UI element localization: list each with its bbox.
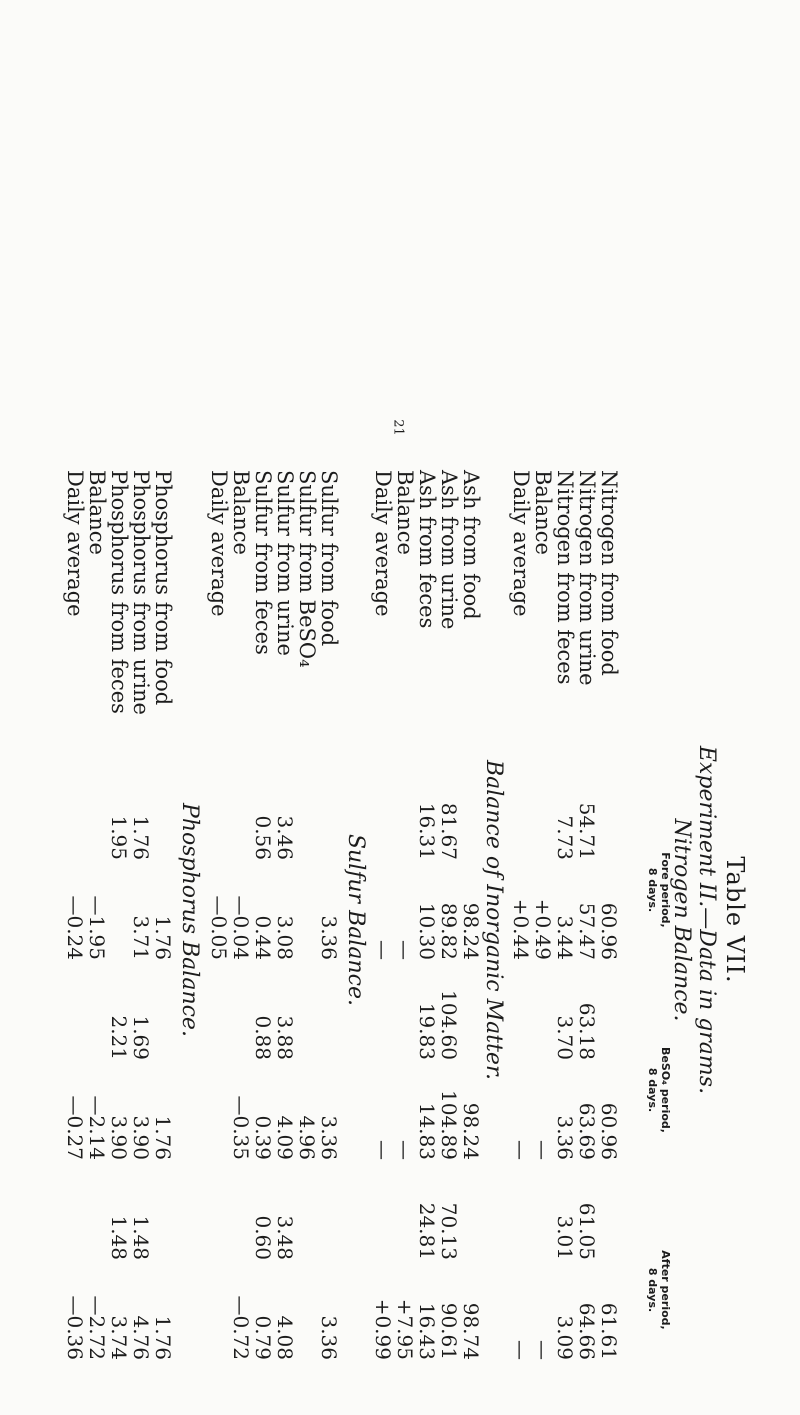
cell-value: 3.36 [317,1315,341,1360]
cell-value: +0.49 [531,898,555,960]
row-label: Sulfur from BeSO₄ [295,470,319,668]
cell-value: 61.05 [575,1202,599,1260]
cell-value: 60.96 [597,1102,621,1160]
column-header-fore: Fore period, 8 days. [646,852,672,928]
table-subtitle: Experiment II.—Data in grams. [694,745,719,1095]
row-label: Sulfur from feces [251,470,275,655]
cell-value: —2.14 [85,1095,109,1160]
row-label: Balance [85,470,109,555]
section-title: Nitrogen Balance. [669,818,694,1022]
cell-value: —0.72 [229,1295,253,1360]
table-row [86,470,108,1370]
cell-value: +7.95 [393,1298,417,1360]
cell-value: 0.44 [251,915,275,960]
row-label: Ash from food [459,470,483,620]
cell-value: 1.48 [107,1215,131,1260]
row-label: Nitrogen from feces [553,470,577,685]
row-label: Phosphorus from food [151,470,175,706]
cell-value: 1.48 [129,1215,153,1260]
cell-value: 0.88 [251,1015,275,1060]
cell-value: 4.96 [295,1115,319,1160]
cell-value: — [531,1140,555,1160]
table-row [208,470,230,1370]
column-header-after: After period, 8 days. [646,1250,672,1330]
cell-value: 3.01 [553,1215,577,1260]
row-label: Phosphorus from feces [107,470,131,714]
cell-value: 81.67 [437,802,461,860]
cell-value: — [509,1340,533,1360]
row-label: Balance [229,470,253,555]
table-row [510,470,532,1370]
cell-value: 3.71 [129,915,153,960]
cell-value: 4.09 [273,1115,297,1160]
cell-value: +0.99 [371,1298,395,1360]
table-title: Table VII. [721,856,749,984]
table-row [554,470,576,1370]
cell-value: 63.18 [575,1002,599,1060]
cell-value: 104.60 [437,990,461,1060]
cell-value: 104.89 [437,1090,461,1160]
cell-value: 98.24 [459,902,483,960]
table-row [532,470,554,1370]
cell-value: 3.09 [553,1315,577,1360]
table-row [460,470,482,1370]
cell-value: 10.30 [415,902,439,960]
cell-value: 60.96 [597,902,621,960]
cell-value: — [509,1140,533,1160]
table-row [318,470,340,1370]
cell-value: 1.76 [151,1315,175,1360]
cell-value: —0.04 [229,895,253,960]
cell-value: 1.69 [129,1015,153,1060]
row-label: Balance [531,470,555,555]
row-label: Ash from feces [415,470,439,629]
row-label: Daily average [207,470,231,617]
cell-value: 70.13 [437,1202,461,1260]
section-title: Phosphorus Balance. [177,803,202,1037]
cell-value: 16.43 [415,1302,439,1360]
cell-value: — [531,1340,555,1360]
cell-value: 98.24 [459,1102,483,1160]
table-row [152,470,174,1370]
cell-value: — [371,1140,395,1160]
table-row [64,470,86,1370]
cell-value: 0.56 [251,815,275,860]
cell-value: — [371,940,395,960]
cell-value: — [393,940,417,960]
cell-value: —1.95 [85,895,109,960]
cell-value: —0.24 [63,895,87,960]
rotated-table [50,470,750,1370]
table-row [394,470,416,1370]
cell-value: +0.44 [509,898,533,960]
cell-value: 90.61 [437,1302,461,1360]
table-row [274,470,296,1370]
cell-value: 3.36 [317,915,341,960]
cell-value: 14.83 [415,1102,439,1160]
cell-value: 98.74 [459,1302,483,1360]
cell-value: 1.76 [151,915,175,960]
row-label: Nitrogen from urine [575,470,599,686]
cell-value: 4.76 [129,1315,153,1360]
cell-value: 24.81 [415,1202,439,1260]
cell-value: 64.66 [575,1302,599,1360]
cell-value: 89.82 [437,902,461,960]
section-title: Sulfur Balance. [343,833,368,1007]
cell-value: 2.21 [107,1015,131,1060]
section-title: Balance of Inorganic Matter. [481,759,506,1081]
row-label: Sulfur from food [317,470,341,647]
cell-value: 1.95 [107,815,131,860]
table-row [130,470,152,1370]
row-label: Nitrogen from food [597,470,621,676]
cell-value: 3.90 [107,1115,131,1160]
row-label: Balance [393,470,417,555]
cell-value: 3.46 [273,815,297,860]
cell-value: 0.79 [251,1315,275,1360]
cell-value: 19.83 [415,1002,439,1060]
table-row [372,470,394,1370]
cell-value: 3.48 [273,1215,297,1260]
cell-value: 1.76 [129,815,153,860]
row-label: Phosphorus from urine [129,470,153,715]
cell-value: 3.70 [553,1015,577,1060]
row-label: Daily average [63,470,87,617]
cell-value: 7.73 [553,815,577,860]
cell-value: —0.36 [63,1295,87,1360]
cell-value: —2.72 [85,1295,109,1360]
cell-value: 61.61 [597,1302,621,1360]
cell-value: 0.60 [251,1215,275,1260]
table-row [438,470,460,1370]
cell-value: 1.76 [151,1115,175,1160]
table-row [252,470,274,1370]
cell-value: 54.71 [575,802,599,860]
row-label: Sulfur from urine [273,470,297,656]
cell-value: 4.08 [273,1315,297,1360]
table-row [598,470,620,1370]
cell-value: —0.27 [63,1095,87,1160]
table-row [416,470,438,1370]
cell-value: 16.31 [415,802,439,860]
table-row [576,470,598,1370]
cell-value: 3.90 [129,1115,153,1160]
cell-value: 63.69 [575,1102,599,1160]
table-row [108,470,130,1370]
cell-value: —0.35 [229,1095,253,1160]
table-row [296,470,318,1370]
cell-value: 3.74 [107,1315,131,1360]
page-number: 21 [390,419,406,436]
column-header-beso4: BeSO₄ period, 8 days. [646,1047,672,1133]
cell-value: 57.47 [575,902,599,960]
cell-value: 0.39 [251,1115,275,1160]
table-row [230,470,252,1370]
cell-value: —0.05 [207,895,231,960]
row-label: Daily average [509,470,533,617]
cell-value: 3.08 [273,915,297,960]
table-heading [692,470,750,1370]
cell-value: — [393,1140,417,1160]
row-label: Daily average [371,470,395,617]
cell-value: 3.44 [553,915,577,960]
row-label: Ash from urine [437,470,461,630]
cell-value: 3.36 [553,1115,577,1160]
cell-value: 3.88 [273,1015,297,1060]
cell-value: 3.36 [317,1115,341,1160]
